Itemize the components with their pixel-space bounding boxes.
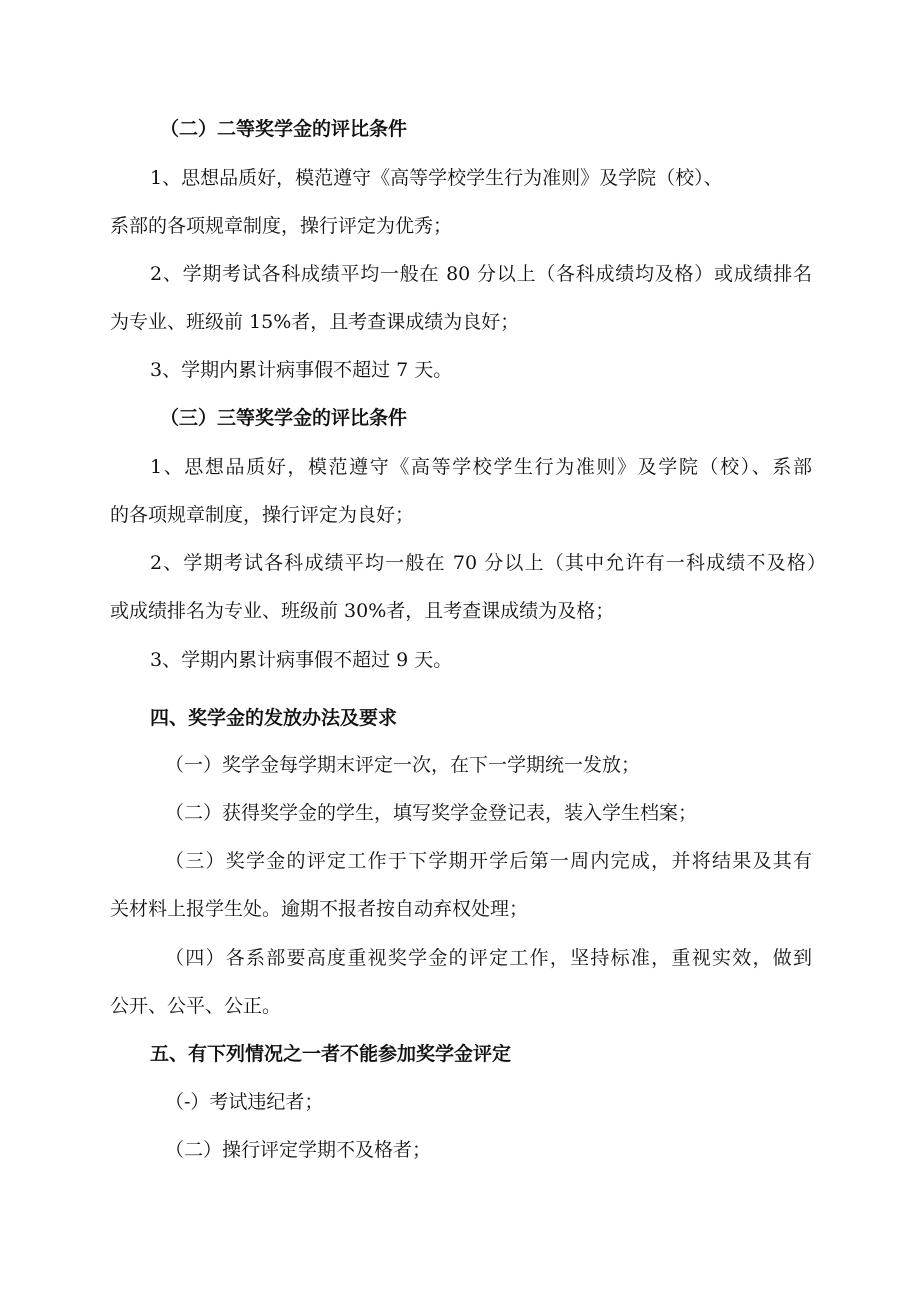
- section-heading-second-prize: （二）二等奖学金的评比条件: [160, 118, 408, 140]
- third-prize-item-3: 3、学期内累计病事假不超过 9 天。: [150, 649, 453, 671]
- part-4-item-3-line-1: （三）奖学金的评定工作于下学期开学后第一周内完成，并将结果及其有: [165, 850, 812, 872]
- third-prize-item-1-line-2: 的各项规章制度，操行评定为良好；: [110, 504, 415, 526]
- part-4-item-4-line-2: 公开、公平、公正。: [110, 995, 282, 1017]
- part-4-item-4-line-1: （四）各系部要高度重视奖学金的评定工作，坚持标准，重视实效，做到: [165, 947, 812, 969]
- part-4-item-3-line-2: 关材料上报学生处。逾期不报者按自动弃权处理；: [110, 898, 529, 920]
- second-prize-item-2-line-1: 2、学期考试各科成绩平均一般在 80 分以上（各科成绩均及格）或成绩排名: [150, 263, 812, 285]
- part-5-item-2: （二）操行评定学期不及格者；: [165, 1139, 432, 1161]
- part-4-item-1: （一）奖学金每学期末评定一次，在下一学期统一发放；: [165, 754, 641, 776]
- second-prize-item-2-line-2: 为专业、班级前 15%者，且考查课成绩为良好；: [110, 311, 520, 333]
- third-prize-item-2-line-2: 或成绩排名为专业、班级前 30%者，且考查课成绩为及格；: [110, 600, 615, 622]
- part-4-heading: 四、奖学金的发放办法及要求: [150, 707, 398, 729]
- third-prize-item-2-line-1: 2、学期考试各科成绩平均一般在 70 分以上（其中允许有一科成绩不及格）: [150, 552, 826, 574]
- part-5-item-1: （-）考试违纪者；: [165, 1091, 324, 1113]
- second-prize-item-1-line-1: 1、思想品质好，模范遵守《高等学校学生行为准则》及学院（校）、: [150, 167, 723, 189]
- part-4-item-2: （二）获得奖学金的学生，填写奖学金登记表，装入学生档案；: [165, 802, 698, 824]
- section-heading-third-prize: （三）三等奖学金的评比条件: [160, 407, 408, 429]
- second-prize-item-3: 3、学期内累计病事假不超过 7 天。: [150, 359, 453, 381]
- third-prize-item-1-line-1: 1、思想品质好，模范遵守《高等学校学生行为准则》及学院（校）、系部: [150, 456, 812, 478]
- part-5-heading: 五、有下列情况之一者不能参加奖学金评定: [150, 1043, 512, 1065]
- second-prize-item-1-line-2: 系部的各项规章制度，操行评定为优秀；: [110, 215, 453, 237]
